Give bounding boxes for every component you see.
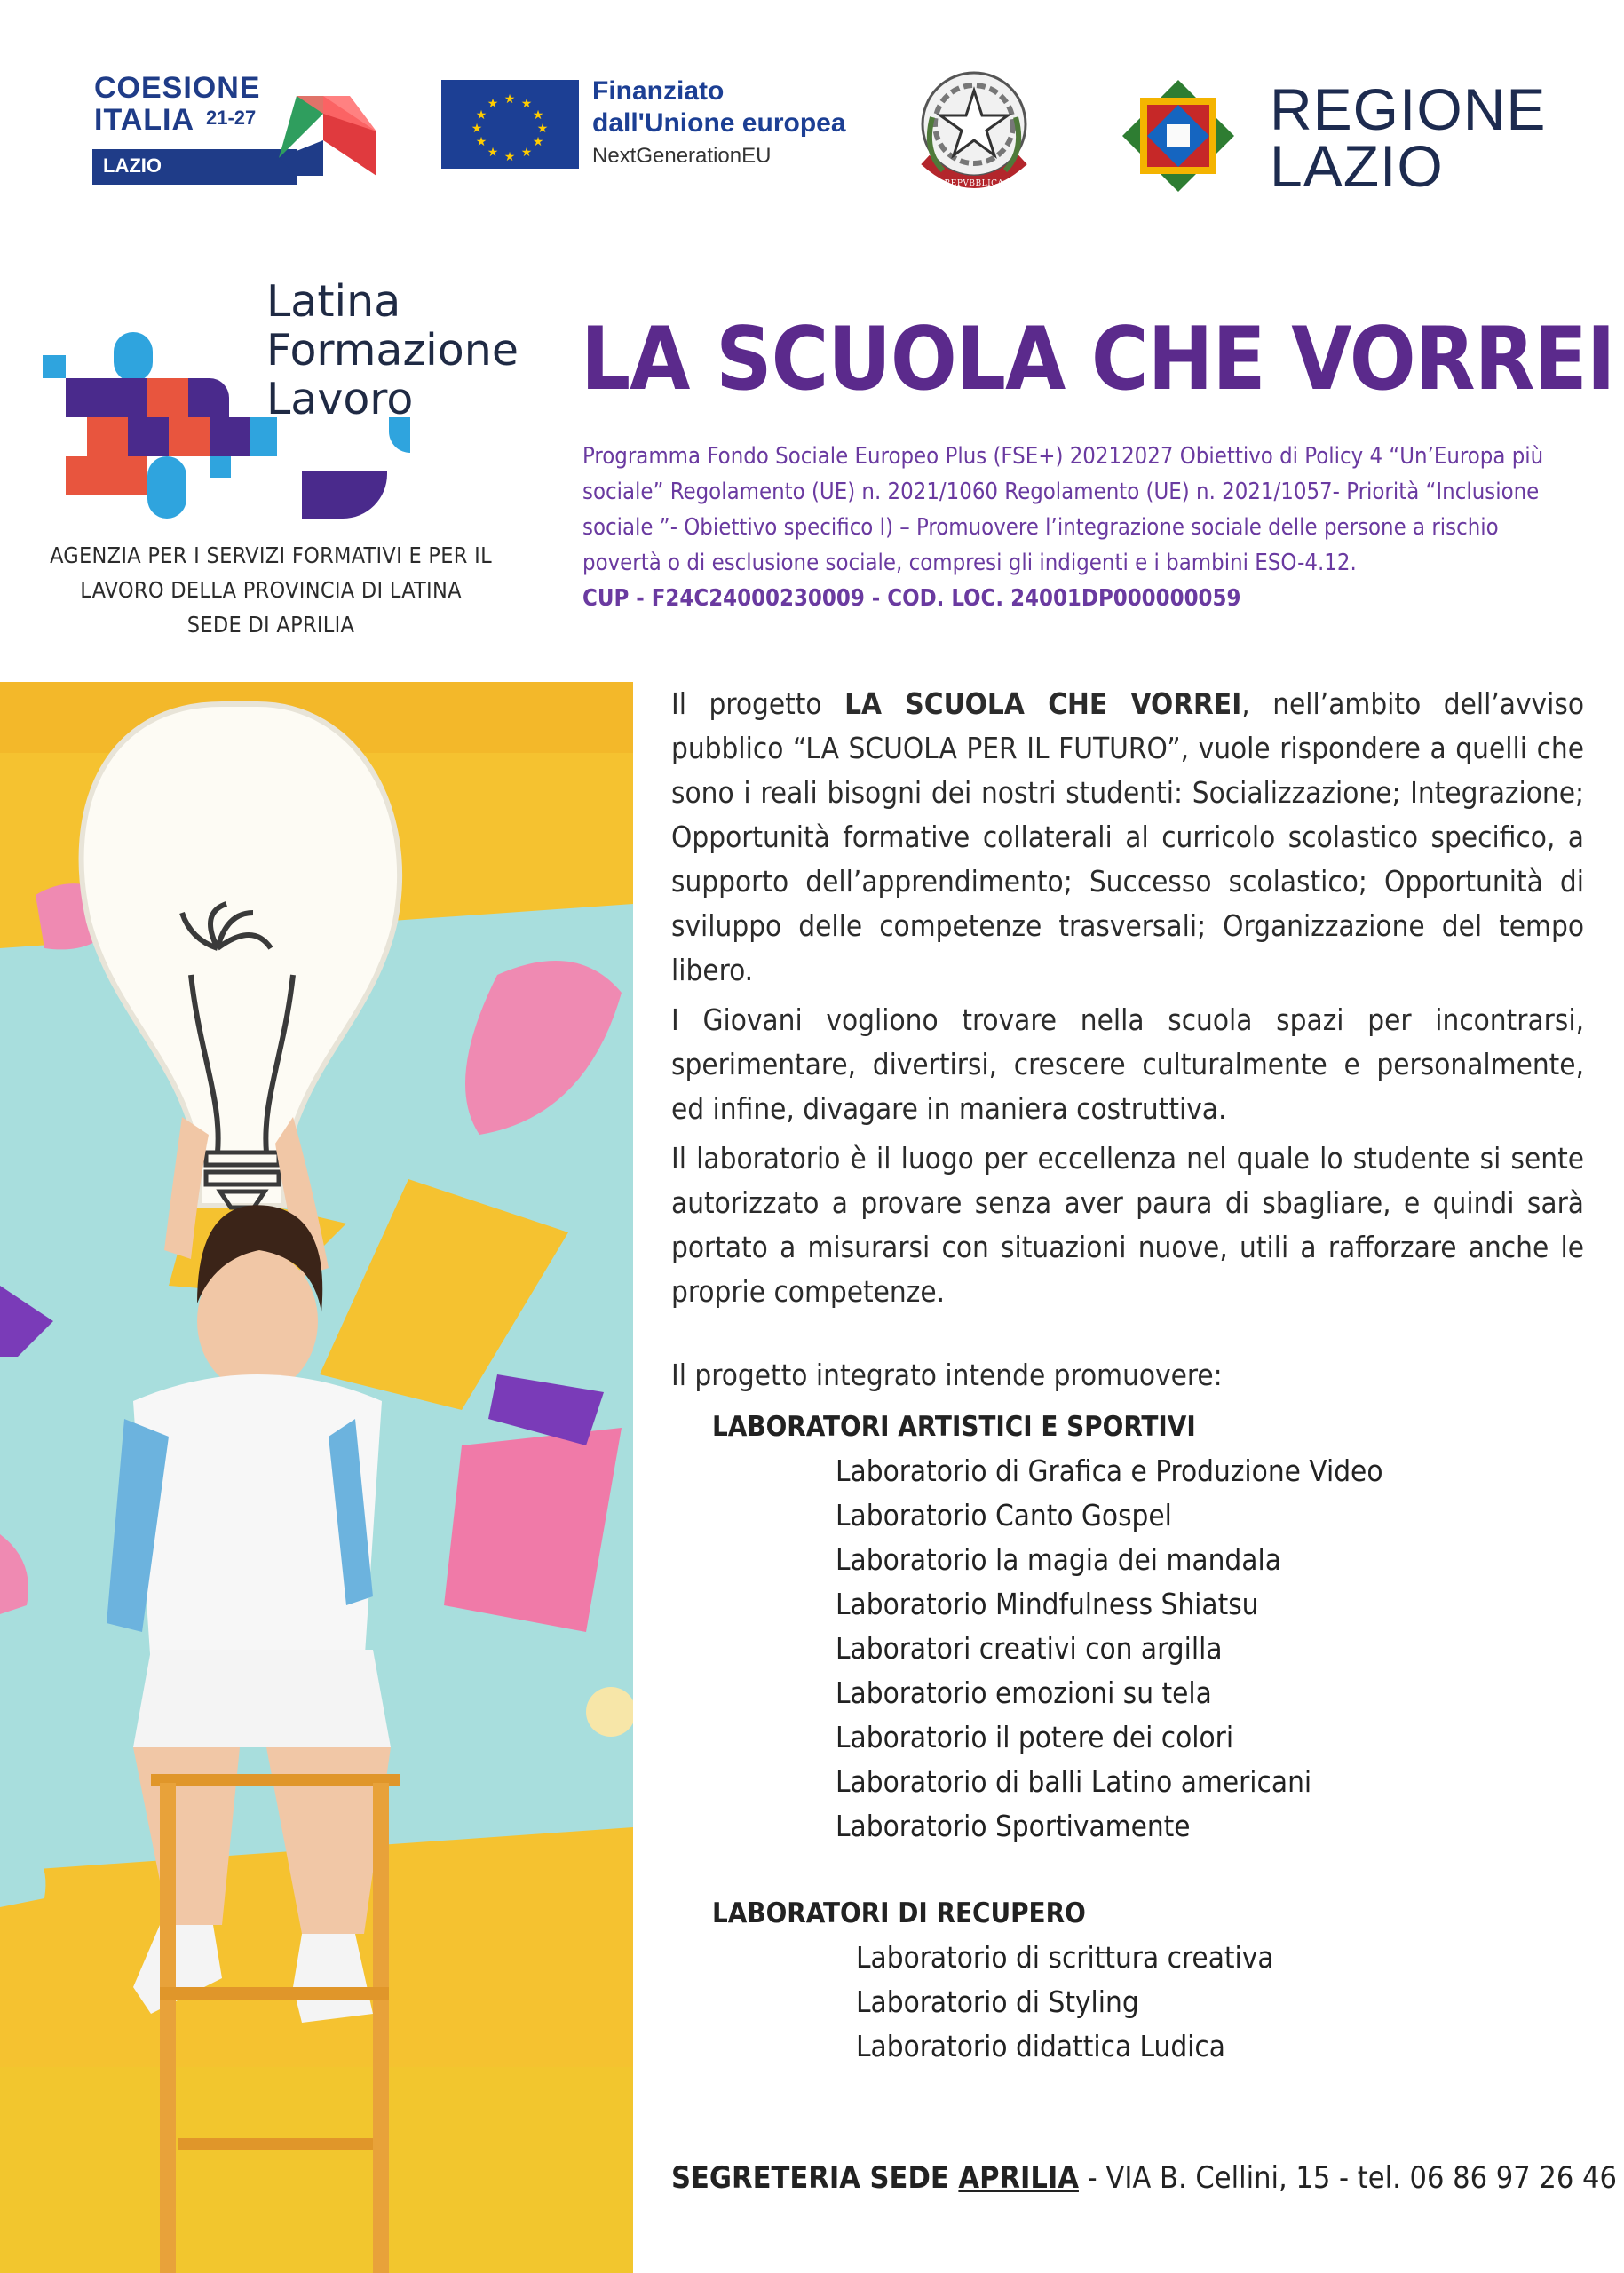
list-item: Laboratorio di balli Latino americani <box>836 1764 1312 1799</box>
list-item: Laboratorio Canto Gospel <box>836 1498 1172 1532</box>
svg-text:★: ★ <box>471 122 483 136</box>
logo-coesione-italia <box>92 71 385 186</box>
lfl-name <box>266 277 519 424</box>
logo-regione-lazio <box>1121 76 1547 202</box>
svg-text:★: ★ <box>503 92 516 107</box>
coesione-arrow-icon <box>261 78 385 185</box>
coesione-years: 21-27 <box>206 107 257 129</box>
regione-lazio-crest-icon <box>1121 78 1236 194</box>
intro-p1-pre: Il progetto <box>671 686 845 721</box>
footer-label: SEGRETERIA SEDE <box>671 2160 959 2196</box>
svg-text:★: ★ <box>532 108 544 123</box>
coesione-region: LAZIO <box>103 154 162 177</box>
program-line2: sociale” Regolamento (UE) n. 2021/1060 Regolamento (UE) n. 2021/1057- Priorità “Inclusione <box>582 479 1540 505</box>
list-item: Laboratorio di Styling <box>856 1984 1139 2019</box>
list-item: Laboratorio di Grafica e Produzione Video <box>836 1453 1383 1488</box>
list-artistici <box>836 1449 1382 1849</box>
regione-line2: LAZIO <box>1270 133 1444 199</box>
republic-emblem <box>907 62 1041 204</box>
regione-line1: REGIONE <box>1270 76 1547 142</box>
republic-ring-text: REPVBBLICA ITALIANA <box>944 179 1004 197</box>
intro-paragraph-3: Il laboratorio è il luogo per eccellenza nel quale lo studente si sente autorizzato a provare senza aver paura di sbagliare, e quindi sarà portato a misurarsi con situazioni nuove, utili a rafforzare anche le proprie competenze. <box>671 1141 1584 1309</box>
hero-photo <box>0 682 633 2273</box>
program-line4: povertà o di esclusione sociale, compresi gli indigenti e i bambini ESO-4.12. <box>582 550 1357 576</box>
cup-code: CUP - F24C24000230009 - COD. LOC. 24001DP000000059 <box>582 585 1241 612</box>
eu-line3: NextGenerationEU <box>592 144 772 168</box>
lfl-name-line2: Formazione <box>266 325 519 376</box>
svg-text:★: ★ <box>475 135 487 149</box>
footer-contact <box>671 2156 1617 2200</box>
logo-eu-funded <box>441 76 885 174</box>
section-title-recupero: LABORATORI DI RECUPERO <box>712 1897 1086 1929</box>
list-item: Laboratorio la magia dei mandala <box>836 1542 1281 1577</box>
footer-address: - VIA B. Cellini, 15 - tel. 06 86 97 26 46 <box>1078 2160 1617 2196</box>
svg-text:★: ★ <box>520 97 533 111</box>
list-item: Laboratorio emozioni su tela <box>836 1675 1212 1710</box>
agency-description <box>27 538 515 642</box>
section-title-artistici: LABORATORI ARTISTICI E SPORTIVI <box>712 1411 1196 1443</box>
agency-line3: SEDE DI APRILIA <box>186 612 355 638</box>
program-line1: Programma Fondo Sociale Europeo Plus (FSE+) 20212027 Obiettivo di Policy 4 “Un’Europa più <box>582 443 1544 470</box>
page-title: LA SCUOLA CHE VORREI <box>581 309 1615 410</box>
svg-text:★: ★ <box>487 97 499 111</box>
list-item: Laboratorio Mindfulness Shiatsu <box>836 1587 1259 1621</box>
list-item: Laboratorio Sportivamente <box>836 1809 1191 1843</box>
coesione-line1: COESIONE <box>94 71 261 105</box>
intro-paragraph-2: I Giovani vogliono trovare nella scuola spazi per incontrarsi, sperimentare, divertirsi, crescere culturalmente e personalmente, ed infine, divagare in maniera costruttiva. <box>671 1002 1584 1126</box>
list-item: Laboratori creativi con argilla <box>836 1631 1223 1666</box>
agency-line2: LAVORO DELLA PROVINCIA DI LATINA <box>80 577 462 603</box>
agency-line1: AGENZIA PER I SERVIZI FORMATIVI E PER IL <box>50 543 492 568</box>
intro-p1-post: , nell’ambito dell’avviso pubblico “LA SCUOLA PER IL FUTURO”, vuole rispondere a quelli che sono i reali bisogni dei nostri studenti: Socializzazione; Integrazione; Opportunità formative collaterali al curricolo scolastico specifico, a supporto dell’apprendimento; Successo scolastico; Opportunità di sviluppo delle competenze trasversali; Organizzazione del tempo libero. <box>671 686 1584 987</box>
coesione-line2: ITALIA <box>94 103 195 137</box>
list-item: Laboratorio di scrittura creativa <box>856 1940 1274 1975</box>
svg-text:★: ★ <box>520 146 533 160</box>
list-recupero <box>856 1936 1274 2069</box>
svg-text:★: ★ <box>532 135 544 149</box>
svg-text:★: ★ <box>475 108 487 123</box>
program-description <box>582 439 1586 616</box>
lfl-name-line1: Latina <box>266 276 401 327</box>
intro-paragraph-1 <box>671 682 1584 993</box>
eu-line2: dall'Unione europea <box>592 108 846 138</box>
eu-flag-icon <box>441 80 579 169</box>
list-item: Laboratorio il potere dei colori <box>836 1720 1234 1754</box>
svg-text:★: ★ <box>503 150 516 164</box>
svg-text:★: ★ <box>536 122 549 136</box>
intro-p1-bold: LA SCUOLA CHE VORREI <box>844 686 1242 721</box>
lfl-name-line3: Lavoro <box>266 374 414 424</box>
svg-text:★: ★ <box>487 146 499 160</box>
footer-place: APRILIA <box>958 2160 1079 2196</box>
program-line3: sociale ”- Obiettivo specifico l) – Promuovere l’integrazione sociale delle persone a rischio <box>582 514 1499 541</box>
intro-text <box>671 682 1584 1398</box>
intro-paragraph-4: Il progetto integrato intende promuovere: <box>671 1358 1223 1392</box>
eu-line1: Finanziato <box>592 76 725 106</box>
list-item: Laboratorio didattica Ludica <box>856 2029 1225 2063</box>
